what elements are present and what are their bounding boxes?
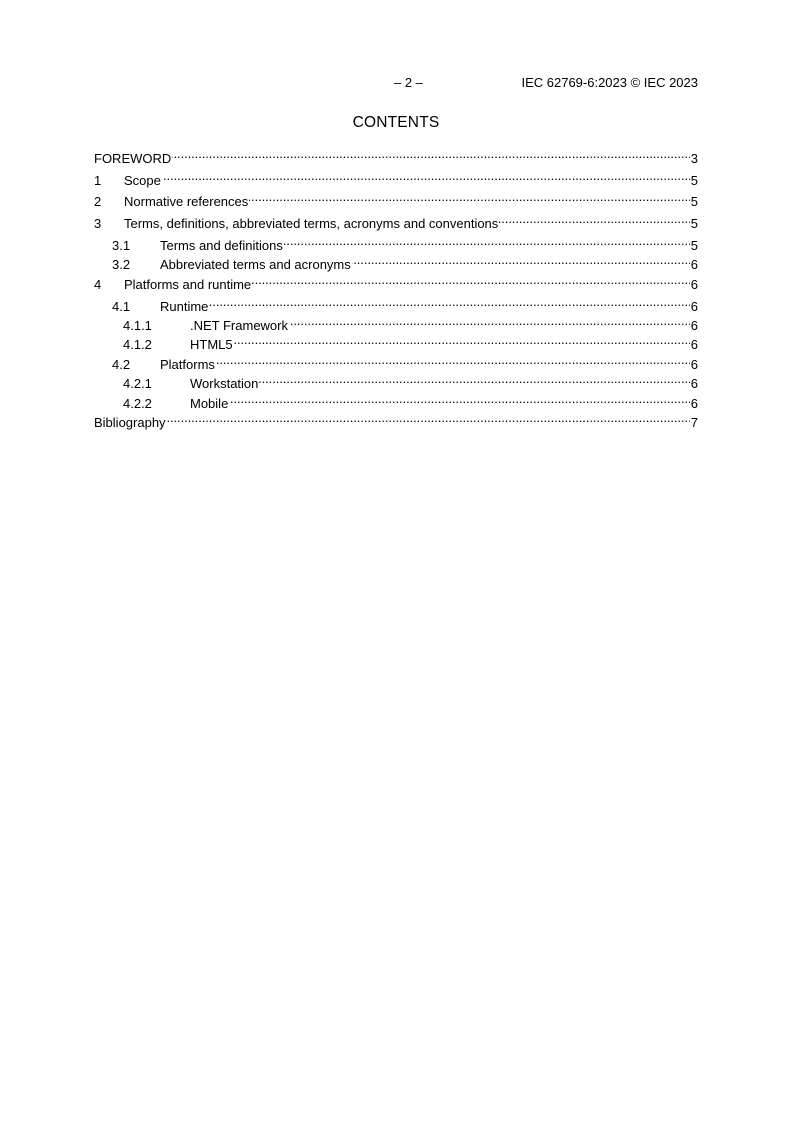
- toc-entry[interactable]: [94, 409, 698, 430]
- toc-entry-page-number[interactable]: 6: [690, 277, 698, 292]
- toc-entry-page-number[interactable]: 6: [690, 257, 698, 272]
- toc-dot-leader: [167, 409, 690, 427]
- toc-entry-title[interactable]: Mobile: [190, 396, 229, 411]
- toc-entry[interactable]: [94, 232, 698, 253]
- toc-entry-number: 3: [94, 216, 102, 231]
- toc-entry-title[interactable]: Bibliography: [94, 415, 166, 430]
- toc-entry-number: 2: [94, 194, 102, 209]
- page-title: CONTENTS: [352, 114, 440, 131]
- toc-entry[interactable]: [94, 390, 698, 411]
- toc-dot-leader: [234, 331, 690, 349]
- page-number: – 2 –: [394, 75, 423, 90]
- toc-dot-leader: [162, 167, 690, 185]
- toc-dot-leader: [284, 232, 690, 250]
- toc-entry-page-number[interactable]: 6: [690, 337, 698, 352]
- toc-entry-number: 4.2.1: [123, 376, 152, 391]
- toc-dot-leader: [249, 188, 689, 206]
- toc-entry-title[interactable]: Terms and definitions: [160, 238, 283, 253]
- toc-dot-leader: [352, 251, 690, 269]
- toc-entry-number: 1: [94, 173, 102, 188]
- toc-entry-number: 4.2.2: [123, 396, 152, 411]
- toc-entry-page-number[interactable]: 6: [690, 396, 698, 411]
- toc-entry[interactable]: [94, 188, 698, 209]
- toc-dot-leader: [216, 351, 690, 369]
- toc-entry-title[interactable]: Platforms and runtime: [124, 277, 252, 292]
- toc-entry-title[interactable]: Platforms: [160, 357, 215, 372]
- toc-entry-page-number[interactable]: 5: [690, 194, 698, 209]
- toc-entry[interactable]: [94, 351, 698, 372]
- toc-entry-title[interactable]: HTML5: [190, 337, 233, 352]
- toc-dot-leader: [172, 145, 689, 163]
- toc-entry-page-number[interactable]: 6: [690, 318, 698, 333]
- toc-entry-title[interactable]: Workstation: [190, 376, 259, 391]
- toc-entry-title[interactable]: Scope: [124, 173, 161, 188]
- toc-entry-page-number[interactable]: 5: [690, 173, 698, 188]
- toc-entry[interactable]: [94, 271, 698, 292]
- toc-entry-page-number[interactable]: 7: [690, 415, 698, 430]
- toc-entry-title[interactable]: Runtime: [160, 299, 209, 314]
- toc-entry-number: 4.1.2: [123, 337, 152, 352]
- toc-dot-leader: [499, 210, 689, 228]
- document-reference: IEC 62769-6:2023 © IEC 2023: [521, 75, 698, 90]
- toc-entry-title[interactable]: Terms, definitions, abbreviated terms, acronyms and conventions: [124, 216, 499, 231]
- page-header: [94, 75, 698, 93]
- toc-entry[interactable]: [94, 370, 698, 391]
- toc-entry-number: 4.2: [112, 357, 131, 372]
- toc-dot-leader: [289, 312, 690, 330]
- toc-entry[interactable]: [94, 167, 698, 188]
- toc-entry-title[interactable]: Abbreviated terms and acronyms: [160, 257, 351, 272]
- toc-entry[interactable]: [94, 312, 698, 333]
- toc-entry-number: 3.1: [112, 238, 131, 253]
- toc-entry-page-number[interactable]: 5: [690, 238, 698, 253]
- toc-entry[interactable]: [94, 145, 698, 166]
- toc-entry-title[interactable]: Normative references: [124, 194, 249, 209]
- toc-entry-number: 4.1: [112, 299, 131, 314]
- toc-entry-page-number[interactable]: 6: [690, 376, 698, 391]
- toc-entry[interactable]: [94, 331, 698, 352]
- toc-entry-page-number[interactable]: 5: [690, 216, 698, 231]
- toc-entry-number: 4.1.1: [123, 318, 152, 333]
- toc-entry-page-number[interactable]: 6: [690, 357, 698, 372]
- toc-entry-title[interactable]: .NET Framework: [190, 318, 288, 333]
- toc-entry-page-number[interactable]: 6: [690, 299, 698, 314]
- toc-dot-leader: [252, 271, 690, 289]
- toc-entry[interactable]: [94, 293, 698, 314]
- toc-entry-title[interactable]: FOREWORD: [94, 151, 172, 166]
- toc-dot-leader: [229, 390, 689, 408]
- toc-entry-number: 4: [94, 277, 102, 292]
- toc-dot-leader: [209, 293, 689, 311]
- toc-entry-page-number[interactable]: 3: [690, 151, 698, 166]
- toc-entry[interactable]: [94, 210, 698, 231]
- toc-entry-number: 3.2: [112, 257, 131, 272]
- toc-dot-leader: [259, 370, 689, 388]
- toc-entry[interactable]: [94, 251, 698, 272]
